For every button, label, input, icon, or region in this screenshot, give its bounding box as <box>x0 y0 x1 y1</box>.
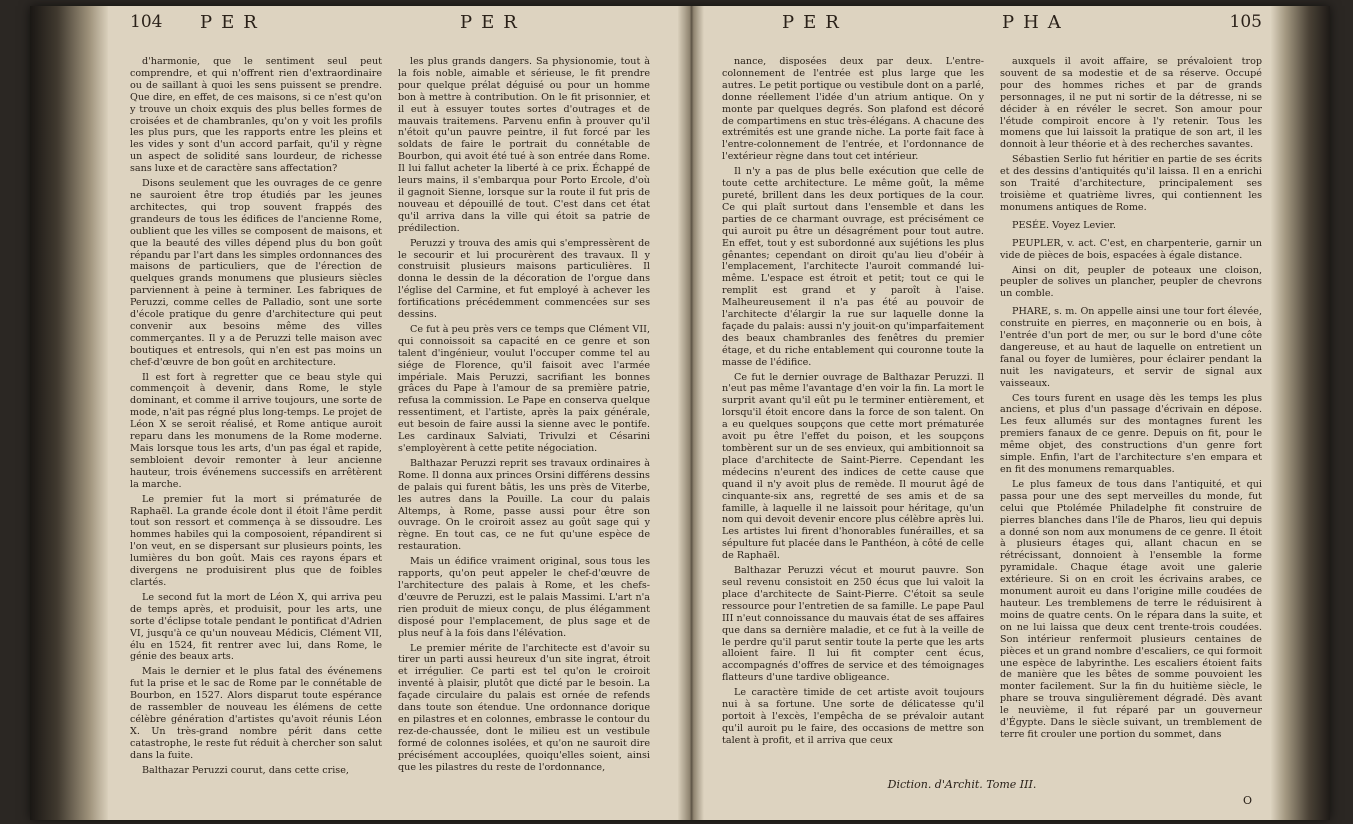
paragraph: les plus grands dangers. Sa physionomie, tout à la fois noble, aimable et sérieuse, le fit prendre pour quelque prélat déguisé ou pour un homme bon à mettre à contribution. On le fit prisonnier, et il eut à essuyer toutes sortes d'outrages et de mauvais traitemens. Parvenu enfin à prouver qu'il n'étoit qu'un pauvre peintre, il fut forcé par les soldats de faire le portrait du connétable de Bourbon, qui avoit été tué à son entrée dans Rome. Il lui fallut acheter la liberté à ce prix. Échappé de leurs mains, il s'embarqua pour Porto Ercole, d'où il gagnoit Sienne, lorsque sur la route il fut pris de nouveau et dépouillé de tout. C'est dans cet état qu'il arriva dans la ville qui étoit sa patrie de prédilection. <box>398 56 650 234</box>
left-running-header <box>130 12 650 42</box>
left-running-head-right: PER <box>460 12 526 33</box>
paragraph: Peruzzi y trouva des amis qui s'empressèrent de le secourir et lui procurèrent des travaux. Il y construisit plusieurs maisons particulières. Il donna le dessin de la décoration de l'orgue dans l'église del Carmine, et fut employé à achever les fortifications précédemment commencées sur ses dessins. <box>398 237 650 321</box>
left-running-head-left: PER <box>200 12 266 33</box>
paragraph: Balthazar Peruzzi courut, dans cette crise, <box>142 764 349 776</box>
paragraph: d'harmonie, que le sentiment seul peut comprendre, et qui n'offrent rien d'extraordinaire ou de saillant à quoi les sens puissent se prendre. Que dire, en effet, de ces maisons, si ce n'est qu'on y trouve un choix exquis des plus belles formes de croisées et de chambranles, qu'on y voit les profils les plus purs, que les rapports entre les pleins et les vides y sont d'un accord parfait, qu'il y règne un aspect de solidité sans lourdeur, de richesse sans luxe et de caractère sans affectation? <box>130 56 382 175</box>
paragraph: nance, disposées deux par deux. L'entre-colonnement de l'entrée est plus large que les autres. Le petit portique ou vestibule dont on a parlé, donne réellement l'idée d'un atrium antique. On y monte par quelques degrés. Son plafond est décoré de compartimens en stuc très-élégans. A chacune des extrémités est une grande niche. La porte fait face à l'entre-colonnement de l'entrée, et l'ordonnance de l'extérieur règne dans tout cet intérieur. <box>722 56 984 163</box>
right-running-head-left: PER <box>782 12 848 33</box>
left-column-2 <box>398 56 650 776</box>
left-page <box>130 12 650 816</box>
dictionary-entry-phare: PHARE, s. m. On appelle ainsi une tour fort élevée, construite en pierres, en maçonnerie ou en bois, à l'entrée d'un port de mer, ou sur le bord d'une côte dangereuse, et au haut de laquelle on entretient un fanal ou foyer de lumières, pour éclairer pendant la nuit les navigateurs, et servir de signal aux vaisseaux. <box>1000 306 1262 389</box>
paragraph: Mais le dernier et le plus fatal des événemens fut la prise et le sac de Rome par le connétable de Bourbon, en 1527. Alors disparut toute espérance de rassembler de nouveau les élémens de cette célèbre génération d'artistes qu'avoit réunis Léon X. Un très-grand nombre périt dans cette catastrophe, le reste fut réduit à chercher son salut dans la fuite. <box>130 666 382 761</box>
paragraph: Le premier mérite de l'architecte est d'avoir su tirer un parti aussi heureux d'un site ingrat, étroit et irrégulier. Ce parti est tel qu'on le croiroit inventé à plaisir, plutôt que dicté par le besoin. La façade circulaire du palais est ornée de refends dans toute son étendue. Une ordonnance dorique en pilastres et en colonnes, embrasse le contour du rez-de-chaussée, dont le milieu est un vestibule formé de colonnes isolées, et qu'on ne sauroit dire précisément accouplées, quoiqu'elles soient, ainsi que les pilastres du reste de l'ordonnance, <box>398 642 650 773</box>
book-spread <box>30 6 1330 820</box>
page-footer: Diction. d'Archit. Tome III. <box>887 778 1037 791</box>
dictionary-entry-peupler: PEUPLER, v. act. C'est, en charpenterie, garnir un vide de pièces de bois, espacées à égale distance. <box>1000 237 1262 261</box>
signature-mark: O <box>1242 794 1252 807</box>
paragraph: Le premier fut la mort si prématurée de Raphaël. La grande école dont il étoit l'âme perdit tout son ressort et commença à se dissoudre. Les hommes habiles qui la composoient, répandirent si l'on veut, en se dispersant sur plusieurs points, les lumières du bon goût. Mais ces rayons épars et divergens ne produisirent plus que de foibles clartés. <box>130 493 382 588</box>
paragraph: auxquels il avoit affaire, se prévaloient trop souvent de sa modestie et de sa réserve. Occupé pour des hommes riches et par de grands personnages, il ne put ni sortir de la détresse, ni se décider à en révéler le secret. Son amour pour l'étude compiroit encore à l'y retenir. Tous les momens que lui laissoit la pratique de son art, il les donnoit à leur théorie et à des recherches savantes. <box>1000 56 1262 151</box>
paragraph: Disons seulement que les ouvrages de ce genre ne sauroient être trop étudiés par les jeunes architectes, qui trop souvent frappés des grandeurs de tous les édifices de l'ancienne Rome, oublient que les villes se composent de maisons, et que la beauté des villes dépend plus du bon goût répandu par l'art dans les simples ordonnances des maisons de particuliers, que de l'érection de quelques grands monumens que plusieurs siècles parviennent à peine à terminer. Les fabriques de Peruzzi, comme celles de Palladio, sont une sorte d'école pratique du genre d'architecture qui peut convenir aux besoins même des villes commerçantes. Il y a de Peruzzi telle maison avec boutiques et entresols, qui n'en est pas moins un chef-d'œuvre de bon goût en architecture. <box>130 178 382 368</box>
page-edges-left <box>30 6 108 820</box>
right-page <box>722 12 1262 816</box>
left-page-number: 104 <box>130 12 163 32</box>
paragraph: Ce fut le dernier ouvrage de Balthazar Peruzzi. Il n'eut pas même l'avantage d'en voir la fin. La mort le surprit avant qu'il eût pu le terminer entièrement, et lorsqu'il étoit encore dans la force de son talent. On a eu quelques soupçons que cette mort prématurée avoit pu être l'effet du poison, et les soupçons tombèrent sur un de ses envieux, qui ambitionnoit sa place d'architecte de Saint-Pierre. Cependant les médecins n'eurent des indices de cette cause que quand il n'y avoit plus de remède. Il mourut âgé de cinquante-six ans, regretté de ses amis et de sa famille, à laquelle il ne laissoit pour héritage, qu'un nom qui devoit devenir encore plus célèbre après lui. Les artistes lui firent d'honorables funérailles, et sa sépulture fut placée dans le Panthéon, à côté de celle de Raphaël. <box>722 371 984 562</box>
dictionary-entry-pesee: PESÉE. Voyez Levier. <box>1012 219 1116 231</box>
right-column-2 <box>1000 56 1262 776</box>
page-edges-right <box>1270 6 1330 820</box>
right-running-header <box>722 12 1262 42</box>
paragraph: Ainsi on dit, peupler de poteaux une cloison, peupler de solives un plancher, peupler de chevrons un comble. <box>1000 264 1262 300</box>
paragraph: Il est fort à regretter que ce beau style qui commençoit à devenir, dans Rome, le style dominant, et comme il arrive toujours, une sorte de mode, n'ait pas régné plus long-temps. Le projet de Léon X se seroit réalisé, et Rome antique auroit reparu dans les monumens de la Rome moderne. Mais lorsque tous les arts, d'un pas égal et rapide, sembloient devoir remonter à leur ancienne hauteur, trois événemens successifs en arrêtèrent la marche. <box>130 371 382 490</box>
paragraph: Ce fut à peu près vers ce temps que Clément VII, qui connoissoit sa capacité en ce genre et son talent d'ingénieur, voulut l'occuper comme tel au siége de Florence, qu'il faisoit avec l'armée impériale. Mais Peruzzi, sacrifiant les bonnes grâces du Pape à l'amour de sa première patrie, refusa la commission. Le Pape en conserva quelque ressentiment, et l'artiste, après la paix générale, eut besoin de faire aussi la sienne avec le pontife. Les cardinaux Salviati, Trivulzi et Césarini s'employèrent à cette petite négociation. <box>398 323 650 454</box>
book-gutter <box>678 6 704 820</box>
paragraph: Balthazar Peruzzi vécut et mourut pauvre. Son seul revenu consistoit en 250 écus que lui valoit la place d'architecte de Saint-Pierre. C'étoit sa seule ressource pour l'entretien de sa famille. Le pape Paul III n'eut connoissance du mauvais état de ses affaires que dans sa dernière maladie, et ce fut à la veille de le perdre qu'il parut sentir toute la perte que les arts alloient faire. Il lui fit compter cent écus, accompagnés d'offres de service et des témoignages flatteurs d'une tardive obligeance. <box>722 565 984 684</box>
paragraph: Le caractère timide de cet artiste avoit toujours nui à sa fortune. Une sorte de délicatesse qu'il portoit à l'excès, l'empêcha de se prévaloir autant qu'il auroit pu le faire, des occasions de mettre son talent à profit, et il arriva que ceux <box>722 687 984 746</box>
right-running-head-right: PHA <box>1002 12 1070 33</box>
paragraph: Il n'y a pas de plus belle exécution que celle de toute cette architecture. Le même goût, la même pureté, brillent dans les deux portiques de la cour. Ce qui plaît surtout dans l'ensemble et dans les parties de ce charmant ouvrage, est précisément ce qui auroit pu être un désagrément pour tout autre. En effet, tout y est subordonné aux sujétions les plus gênantes; cependant on diroit qu'au lieu d'obéir à l'emplacement, l'architecte l'auroit commandé lui-même. L'espace est étroit et petit; tout ce qui le remplit est grand et y paroît à l'aise. Malheureusement il n'a pas été au pouvoir de l'architecte d'élargir la rue sur laquelle donne la façade du palais: aussi n'y jouit-on qu'imparfaitement des beaux chambranles des fenêtres du premier étage, et du riche entablement qui couronne toute la masse de l'édifice. <box>722 166 984 368</box>
paragraph: Balthazar Peruzzi reprit ses travaux ordinaires à Rome. Il donna aux princes Orsini différens dessins de palais qui furent bâtis, les uns près de Viterbe, les autres dans la Pouille. La cour du palais Altemps, à Rome, passe aussi pour être son ouvrage. On le croiroit assez au goût sage qui y règne. En tout cas, ce ne fut qu'une espèce de restauration. <box>398 457 650 553</box>
right-page-number: 105 <box>1229 12 1262 32</box>
left-column-1 <box>130 56 382 776</box>
paragraph: Sébastien Serlio fut héritier en partie de ses écrits et des dessins d'antiquités qu'il laissa. Il en a enrichi son Traité d'architecture, principalement ses troisième et quatrième livres, qui contiennent les monumens antiques de Rome. <box>1000 154 1262 213</box>
paragraph: Le plus fameux de tous dans l'antiquité, et qui passa pour une des sept merveilles du monde, fut celui que Ptolémée Philadelphe fit construire de pierres blanches dans l'île de Pharos, lieu qui depuis a donné son nom aux monumens de ce genre. Il étoit à plusieurs étages qui, allant chacun en se rétrécissant, donnoient à l'ensemble la forme pyramidale. Chaque étage avoit une galerie extérieure. Si on en croit les écrivains arabes, ce monument auroit eu dans l'origine mille coudées de hauteur. Les tremblemens de terre le réduisirent à moins de quatre cents. On le répara dans la suite, et on ne lui laissa que deux cent trente-trois coudées. Son intérieur renfermoit plusieurs centaines de pièces et un grand nombre d'escaliers, ce qui formoit une espèce de labyrinthe. Les escaliers étoient faits de manière que les bêtes de somme pouvoient les monter facilement. Sur la fin du huitième siècle, le phare se trouva singulièrement dégradé. Dès avant le neuvième, il fut réparé par un gouverneur d'Égypte. Dans le siècle suivant, un tremblement de terre fit crouler une portion du sommet, dans <box>1000 478 1262 740</box>
right-column-1 <box>722 56 984 776</box>
paragraph: Ces tours furent en usage dès les temps les plus anciens, et plus d'un passage d'écrivain en dépose. Les feux allumés sur des montagnes furent les premiers fanaux de ce genre. Depuis on fit, pour le même objet, des constructions d'un genre fort simple. Enfin, l'art de l'architecture s'en empara et en fit des monumens remarquables. <box>1000 392 1262 475</box>
paragraph: Mais un édifice vraiment original, sous tous les rapports, qu'on peut appeler le chef-d'œuvre de l'architecture des palais à Rome, et les chefs-d'œuvre de Peruzzi, est le palais Massimi. L'art n'a rien produit de mieux conçu, de plus élégamment disposé pour l'emplacement, de plus sage et de plus neuf à la fois dans l'élévation. <box>398 556 650 639</box>
paragraph: Le second fut la mort de Léon X, qui arriva peu de temps après, et produisit, pour les arts, une sorte d'éclipse totale pendant le pontificat d'Adrien VI, jusqu'à ce qu'un nouveau Médicis, Clément VII, élu en 1524, fit rentrer avec lui, dans Rome, le génie des beaux arts. <box>130 591 382 663</box>
